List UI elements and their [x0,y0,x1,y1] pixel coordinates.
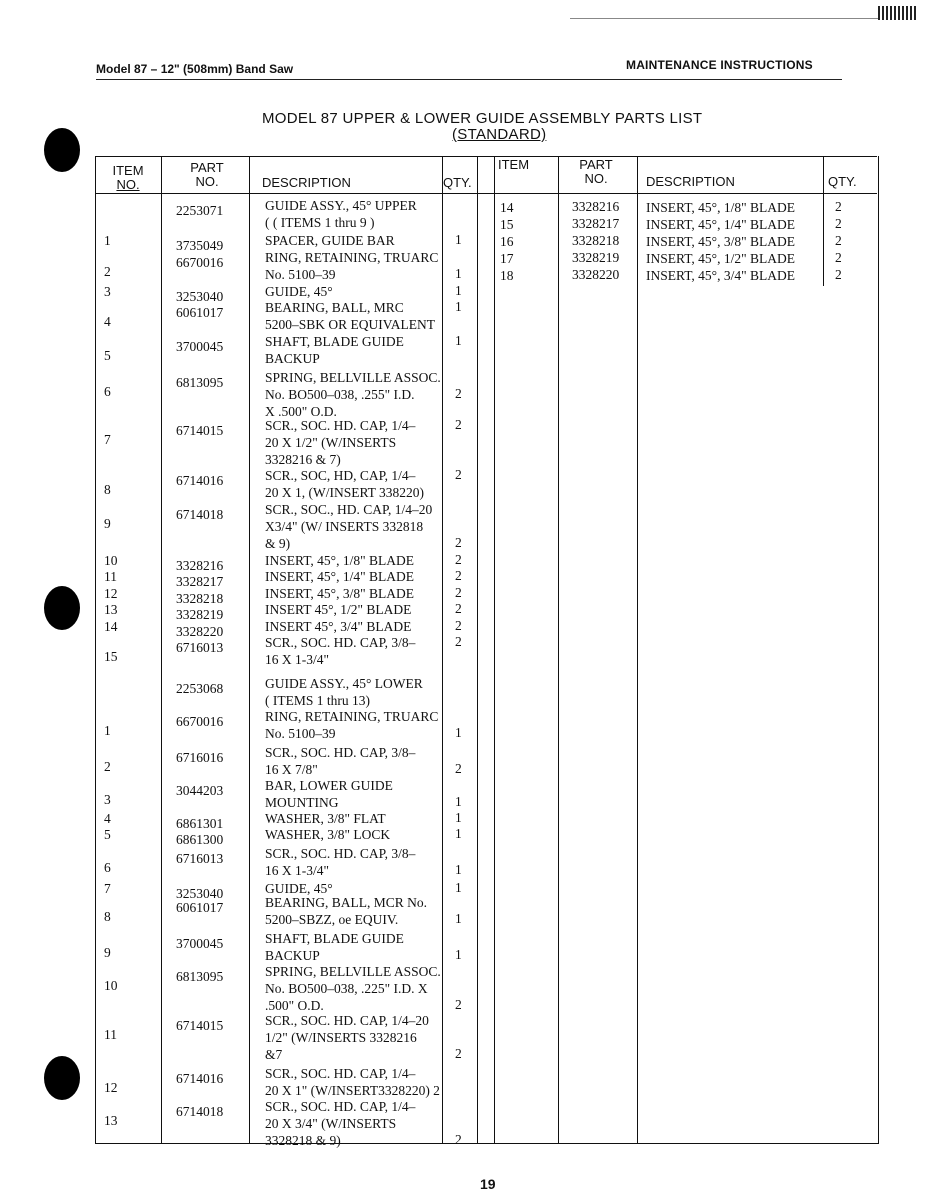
quantity: 1 [455,810,462,825]
quantity: 2 [455,1132,462,1147]
part-number: 6714016 [176,473,224,488]
header-rule [96,79,842,80]
quantity: 2 [455,601,462,616]
item-number: 12 [104,1080,118,1095]
item-number: 8 [104,909,111,924]
part-number: 6716013 [176,851,224,866]
part-description: INSERT 45°, 1/2" BLADE [265,602,412,617]
item-number: 9 [104,516,111,531]
part-description: SHAFT, BLADE GUIDE BACKUP [265,931,404,963]
quantity: 1 [455,826,462,841]
part-number: 6861301 [176,816,224,831]
quantity: 1 [455,299,462,314]
part-number: 3328219 [572,250,620,265]
col-rule [637,156,638,1143]
quantity: 2 [455,585,462,600]
part-description: SCR., SOC, HD, CAP, 1/4– 20 X 1, (W/INSERT 338220) [265,468,425,500]
col-header-item: ITEM NO. [112,163,144,192]
col-header-item-right: ITEM [498,157,530,172]
quantity: 2 [455,467,462,482]
part-description: RING, RETAINING, TRUARC No. 5100–39 [265,709,439,741]
page-subtitle: (STANDARD) [452,126,547,143]
item-number: 14 [104,619,118,634]
quantity: 1 [455,911,462,926]
col-header-description-right: DESCRIPTION [646,174,735,189]
part-number: 3328216 [572,199,620,214]
quantity: 1 [455,862,462,877]
part-description: INSERT 45°, 3/4" BLADE [265,619,412,634]
part-number: 6716013 [176,640,224,655]
col-header-description: DESCRIPTION [262,175,351,190]
item-number: 9 [104,945,111,960]
part-number: 2253071 [176,203,224,218]
quantity: 2 [455,618,462,633]
item-number: 2 [104,759,111,774]
part-number: 3700045 [176,936,224,951]
quantity: 1 [455,283,462,298]
item-number: 11 [104,1027,117,1042]
item-number: 6 [104,384,111,399]
part-description: SCR., SOC. HD. CAP, 1/4– 20 X 1" (W/INSERT3328220) 2 [265,1066,440,1098]
part-number: 3328218 [176,591,224,606]
part-description: GUIDE, 45° [265,881,333,896]
item-number: 7 [104,432,111,447]
part-number: 6714015 [176,423,224,438]
item-number: 14 [500,200,514,215]
part-number: 3328217 [572,216,620,231]
part-description: BEARING, BALL, MRC 5200–SBK OR EQUIVALENT [265,300,436,332]
item-number: 12 [104,586,118,601]
punch-hole-middle [44,586,80,630]
part-description: INSERT, 45°, 1/2" BLADE [646,251,795,266]
quantity: 1 [455,232,462,247]
part-description: SHAFT, BLADE GUIDE BACKUP [265,334,404,366]
part-description: SCR., SOC. HD. CAP, 3/8– 16 X 1-3/4" [265,846,416,878]
part-description: SCR., SOC. HD. CAP, 1/4– 20 X 3/4" (W/INSERTS 3328218 & 9) [265,1099,416,1148]
item-number: 11 [104,569,117,584]
part-number: 3328220 [176,624,224,639]
part-number: 3735049 [176,238,224,253]
part-number: 3253040 [176,886,224,901]
quantity: 2 [455,761,462,776]
quantity: 2 [455,417,462,432]
part-number: 6061017 [176,305,224,320]
quantity: 2 [835,233,842,248]
page-number: 19 [480,1176,496,1192]
part-number: 6670016 [176,714,224,729]
part-description: SCR., SOC. HD. CAP, 1/4–20 1/2" (W/INSERTS 3328216 &7 [265,1013,429,1062]
part-description: SCR., SOC. HD. CAP, 3/8– 16 X 7/8" [265,745,416,777]
part-description: WASHER, 3/8" FLAT [265,811,386,826]
quantity: 2 [455,552,462,567]
item-number: 13 [104,602,118,617]
header-model: Model 87 – 12" (508mm) Band Saw [96,62,294,76]
part-description: INSERT, 45°, 1/4" BLADE [646,217,795,232]
part-description: WASHER, 3/8" LOCK [265,827,391,842]
part-number: 6714018 [176,1104,224,1119]
item-number: 10 [104,978,118,993]
part-description: SCR., SOC., HD. CAP, 1/4–20 X3/4" (W/ INSERTS 332818 & 9) [265,502,433,551]
item-number: 16 [500,234,514,249]
part-number: 6714018 [176,507,224,522]
part-description: SPRING, BELLVILLE ASSOC. No. BO500–038, .255" I.D. X .500" O.D. [265,370,441,419]
part-number: 6714016 [176,1071,224,1086]
col-rule [249,156,250,1143]
quantity: 1 [455,880,462,895]
part-description: GUIDE, 45° [265,284,333,299]
item-number: 18 [500,268,514,283]
col-header-part: PART NO. [190,160,224,189]
part-number: 3044203 [176,783,224,798]
part-number: 6716016 [176,750,224,765]
col-rule [494,156,495,1143]
col-rule [558,156,559,1143]
item-number: 8 [104,482,111,497]
part-description: SPACER, GUIDE BAR [265,233,395,248]
item-number: 5 [104,827,111,842]
part-description: INSERT, 45°, 1/4" BLADE [265,569,414,584]
col-rule [477,156,478,1143]
item-number: 6 [104,860,111,875]
header-section: MAINTENANCE INSTRUCTIONS [626,58,813,72]
part-number: 3700045 [176,339,224,354]
quantity: 1 [455,266,462,281]
part-number: 3328220 [572,267,620,282]
punch-hole-top [44,128,80,172]
item-number: 3 [104,284,111,299]
item-number: 15 [500,217,514,232]
col-rule [823,156,824,286]
col-header-qty: QTY. [443,175,472,190]
quantity: 1 [455,947,462,962]
part-number: 6714015 [176,1018,224,1033]
part-description: INSERT, 45°, 3/8" BLADE [265,586,414,601]
quantity: 2 [455,535,462,550]
quantity: 2 [835,199,842,214]
part-description: INSERT, 45°, 3/8" BLADE [646,234,795,249]
part-number: 6061017 [176,900,224,915]
part-description: INSERT, 45°, 1/8" BLADE [646,200,795,215]
item-number: 17 [500,251,514,266]
col-header-qty-right: QTY. [828,174,857,189]
part-number: 6670016 [176,255,224,270]
item-number: 15 [104,649,118,664]
item-number: 2 [104,264,111,279]
part-description: SCR., SOC. HD. CAP, 1/4– 20 X 1/2" (W/INSERTS 3328216 & 7) [265,418,416,467]
part-number: 6861300 [176,832,224,847]
quantity: 2 [455,386,462,401]
part-description: SCR., SOC. HD. CAP, 3/8– 16 X 1-3/4" [265,635,416,667]
item-number: 1 [104,723,111,738]
part-number: 3328217 [176,574,224,589]
page-title: MODEL 87 UPPER & LOWER GUIDE ASSEMBLY PARTS LIST [262,110,703,127]
part-number: 3328218 [572,233,620,248]
col-rule [161,156,162,1143]
quantity: 2 [835,267,842,282]
part-number: 6813095 [176,969,224,984]
header-underline [95,193,877,194]
quantity: 1 [455,333,462,348]
item-number: 4 [104,811,111,826]
col-header-part-right: PART NO. [579,157,613,186]
part-number: 6813095 [176,375,224,390]
scan-artifact-line [570,18,890,19]
quantity: 1 [455,725,462,740]
scan-artifact-mark [878,6,918,20]
part-description: INSERT, 45°, 1/8" BLADE [265,553,414,568]
part-description: BAR, LOWER GUIDE MOUNTING [265,778,393,810]
item-number: 1 [104,233,111,248]
item-number: 10 [104,553,118,568]
quantity: 2 [835,216,842,231]
quantity: 2 [455,1046,462,1061]
item-number: 5 [104,348,111,363]
quantity: 2 [835,250,842,265]
part-description: RING, RETAINING, TRUARC No. 5100–39 [265,250,439,282]
quantity: 2 [455,634,462,649]
item-number: 13 [104,1113,118,1128]
item-number: 3 [104,792,111,807]
part-description: SPRING, BELLVILLE ASSOC. No. BO500–038, .225" I.D. X .500" O.D. [265,964,441,1013]
item-number: 4 [104,314,111,329]
part-number: 2253068 [176,681,224,696]
part-description: BEARING, BALL, MCR No. 5200–SBZZ, oe EQUIV. [265,895,428,927]
part-number: 3328216 [176,558,224,573]
part-number: 3253040 [176,289,224,304]
quantity: 2 [455,568,462,583]
punch-hole-bottom [44,1056,80,1100]
part-description: GUIDE ASSY., 45° LOWER ( ITEMS 1 thru 13) [265,676,423,708]
part-description: GUIDE ASSY., 45° UPPER ( ( ITEMS 1 thru 9 ) [265,198,417,230]
quantity: 2 [455,997,462,1012]
item-number: 7 [104,881,111,896]
col-rule [442,156,443,1143]
part-description: INSERT, 45°, 3/4" BLADE [646,268,795,283]
quantity: 1 [455,794,462,809]
part-number: 3328219 [176,607,224,622]
